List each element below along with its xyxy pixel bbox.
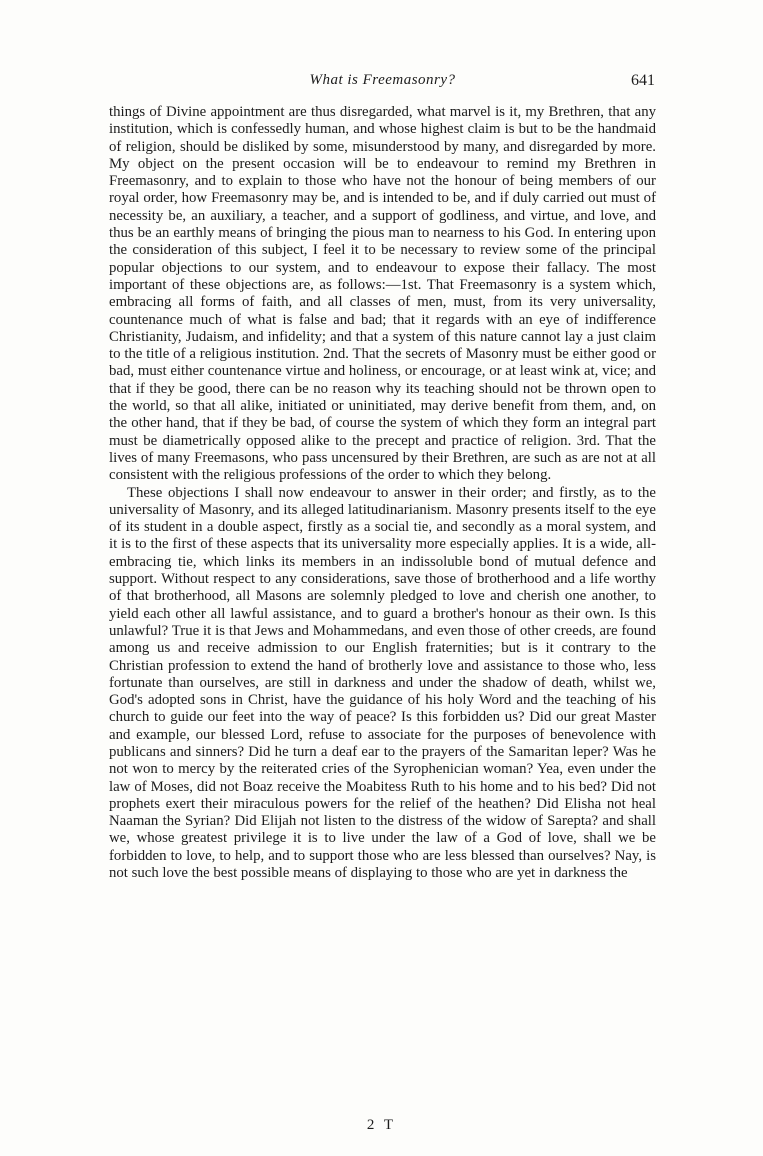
signature-mark: 2 T xyxy=(366,1117,397,1133)
paragraph: things of Divine appointment are thus disregarded, what marvel is it, my Brethren, that any institution, which is confessedly human, and whose highest claim is but to be the handmaid of religion, should be disliked by some, misunderstood by many, and disregarded by more. My object on the present occasion will be to endeavour to remind my Brethren in Freemasonry, and to explain to those who have not the honour of being members of our royal order, how Freemasonry may be, and is intended to be, and if duly carried out must of necessity be, an auxiliary, a teacher, and a support of godliness, and virtue, and love, and thus be an earthly means of bringing the pious man to nearness to his God. In entering upon the consideration of this subject, I feel it to be necessary to review some of the principal popular objections to our system, and to endeavour to expose their fallacy. The most important of these objections are, as follows:—1st. That Freemasonry is a system which, embracing all forms of faith, and all classes of men, must, from its very universality, countenance much of what is false and bad; that it regards with an eye of indifference Christianity, Judaism, and infidelity; and that a system of this nature cannot lay a just claim to the title of a religious institution. 2nd. That the secrets of Masonry must be either good or bad, must either countenance virtue and holiness, or encourage, or at least wink at, vice; and that if they be good, there can be no reason why its teaching should not be thrown open to the world, so that all alike, initiated or uninitiated, may derive benefit from them, and, on the other hand, that if they be bad, of course the system of which they form an integral part must be diametrically opposed alike to the precept and practice of religion. 3rd. That the lives of many Freemasons, who pass uncensured by their Brethren, are such as are not at all consistent with the religious professions of the order to which they belong. xyxy=(109,104,656,484)
page-number: 641 xyxy=(631,72,655,89)
body-text xyxy=(109,104,656,882)
page-header xyxy=(110,72,655,94)
paragraph: These objections I shall now endeavour to answer in their order; and firstly, as to the universality of Masonry, and its alleged latitudinarianism. Masonry presents itself to the eye of its student in a double aspect, firstly as a social tie, and secondly as a moral system, and it is to the first of these aspects that its universality more especially applies. It is a wide, all-embracing tie, which links its members in an indissoluble bond of mutual defence and support. Without respect to any considerations, save those of brotherhood and a life worthy of that brotherhood, all Masons are solemnly pledged to love and cherish one another, to yield each other all lawful assistance, and to guard a brother's honour as their own. Is this unlawful? True it is that Jews and Mohammedans, and even those of other creeds, are found among us and receive admission to our English fraternities; but is it contrary to the Christian profession to extend the hand of brotherly love and assistance to those who, less fortunate than ourselves, are still in darkness and under the shadow of death, whilst we, God's adopted sons in Christ, have the guidance of his holy Word and the teaching of his church to guide our feet into the way of peace? Is this forbidden us? Did our great Master and example, our blessed Lord, refuse to associate for the purposes of benevolence with publicans and sinners? Did he turn a deaf ear to the prayers of the Samaritan leper? Was he not won to mercy by the reiterated cries of the Syrophenician woman? Yea, even under the law of Moses, did not Boaz receive the Moabitess Ruth to his home and to his bed? Did not prophets exert their miraculous powers for the relief of the heathen? Did Elisha not heal Naaman the Syrian? Did Elijah not listen to the distress of the widow of Sarepta? and shall we, whose greatest privilege it is to live under the law of a God of love, shall we be forbidden to love, to help, and to support those who are less blessed than ourselves? Nay, is not such love the best possible means of displaying to those who are yet in darkness the xyxy=(109,484,656,882)
running-title: What is Freemasonry? xyxy=(309,72,456,88)
